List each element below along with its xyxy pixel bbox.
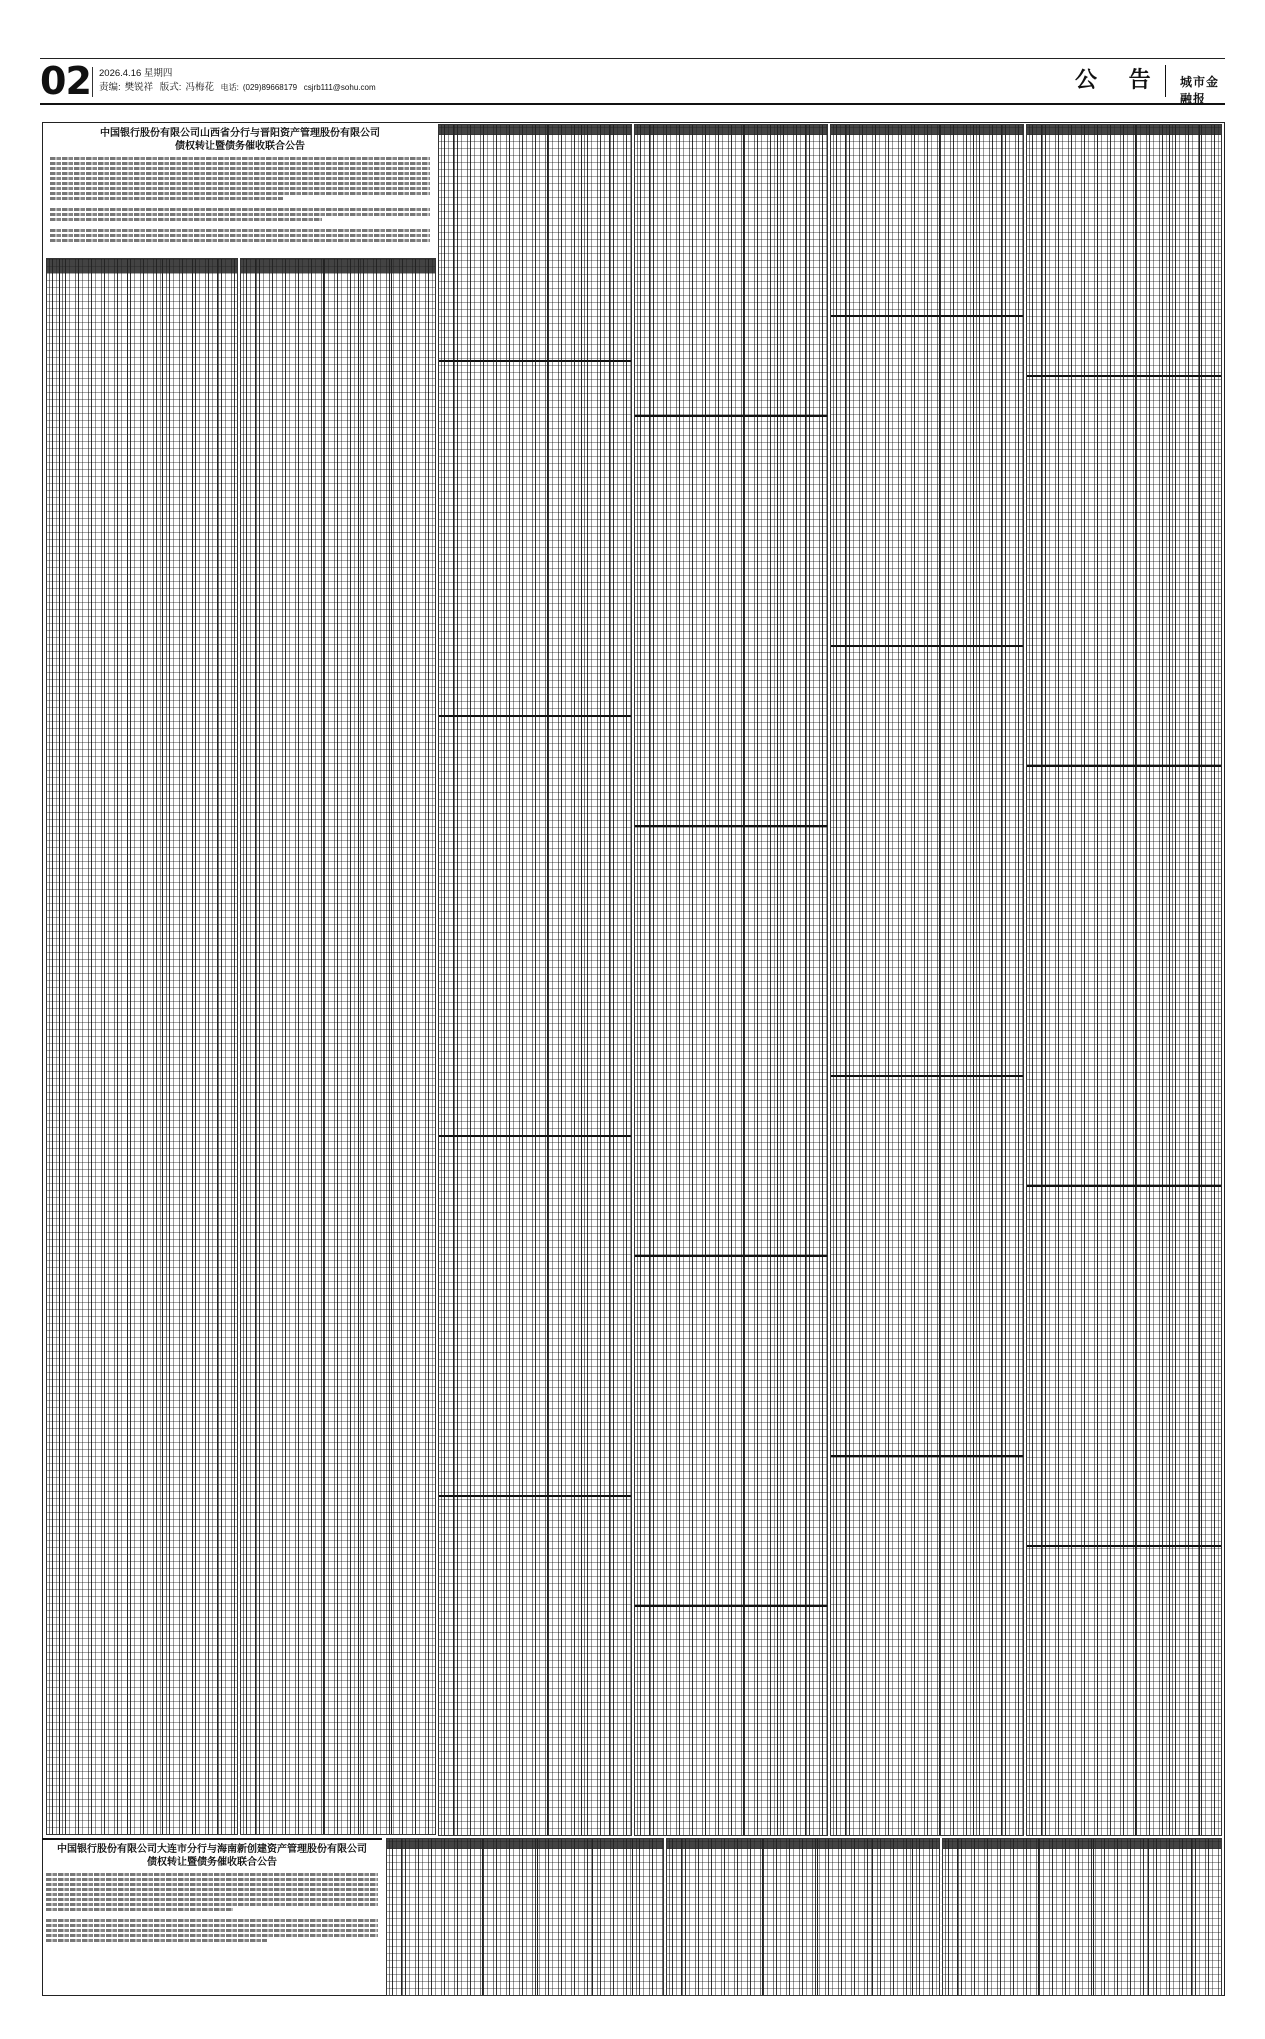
masthead: [40, 58, 1225, 105]
data-table-col-4: [830, 124, 1024, 1836]
phone-number: (029)89668179: [242, 83, 298, 92]
editor-label: 责编:: [99, 82, 121, 93]
notice-1-table-a: [46, 258, 238, 1835]
phone-label: 电话:: [220, 83, 239, 92]
notice-2: [42, 1838, 382, 1996]
layout-label: 版式:: [159, 82, 182, 93]
email-address: csjrb111@sohu.com: [303, 83, 376, 92]
notice-1-body: [46, 157, 434, 242]
notice-2-table-c: [942, 1838, 1222, 1996]
notice-2-body: [42, 1873, 382, 1942]
notice-2-title-line2: 债权转让暨债务催收联合公告: [147, 1857, 277, 1868]
notice-2-table-a: [386, 1838, 664, 1996]
notice-2-table-b: [666, 1838, 940, 1996]
data-table-col-3: [634, 124, 828, 1836]
data-table-col-5: [1026, 124, 1222, 1836]
staff-line: [99, 81, 380, 95]
notice-1-header: [46, 124, 434, 259]
notice-1-title-line1: 中国银行股份有限公司山西省分行与晋阳资产管理股份有限公司: [100, 128, 380, 139]
issue-date: 2026.4.16 星期四: [99, 68, 173, 79]
header-info: [92, 67, 380, 97]
notice-2-title-line1: 中国银行股份有限公司大连市分行与海南新创建资产管理股份有限公司: [57, 1844, 367, 1855]
paper-name: 城市金融报: [1180, 75, 1220, 106]
header-divider: [1165, 65, 1166, 97]
notice-1-table-b: [240, 258, 436, 1835]
page-number: 02: [40, 59, 91, 103]
notice-1-title-line2: 债权转让暨债务催收联合公告: [175, 141, 305, 152]
editor-name: 樊锐祥: [124, 82, 154, 93]
data-table-col-2: [438, 124, 632, 1836]
layout-name: 冯梅花: [185, 82, 214, 93]
section-title: 公 告: [1075, 68, 1163, 93]
